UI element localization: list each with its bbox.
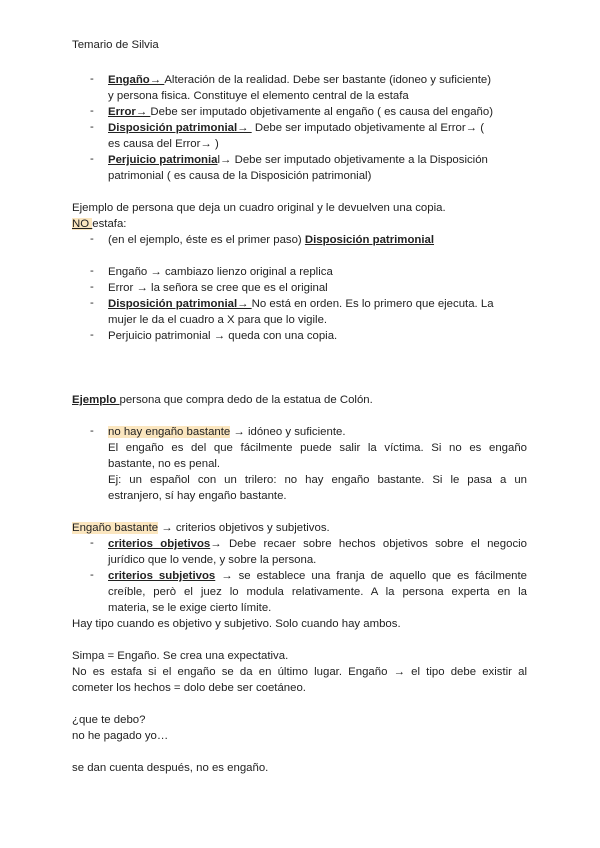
example1-item-cont: mujer le da el cuadro a X para que lo vigile. xyxy=(108,314,328,326)
example2-para: bastante, no es penal. xyxy=(108,458,221,470)
highlight-engano-bastante: Engaño bastante xyxy=(72,522,159,534)
bullet-dash: - xyxy=(90,233,94,245)
term-perjuicio: Perjuicio patrimonia xyxy=(108,154,218,166)
bastante-heading: Engaño bastante → criterios objetivos y subjetivos. xyxy=(72,522,330,534)
list-item-perjuicio-cont: patrimonial ( es causa de la Disposición patrimonial) xyxy=(108,170,372,182)
bullet-dash: - xyxy=(90,73,94,85)
term-engano: Engaño→ xyxy=(108,74,165,86)
answer-line: no he pagado yo… xyxy=(72,730,169,742)
example1-item: Engaño → cambiazo lienzo original a replica xyxy=(108,266,333,278)
closing-line: se dan cuenta después, no es engaño. xyxy=(72,762,269,774)
bullet-dash: - xyxy=(90,425,94,437)
example2-bullet: no hay engaño bastante → idóneo y suficiente. xyxy=(108,426,346,438)
list-item-engano-cont: y persona fisica. Constituye el elemento central de la estafa xyxy=(108,90,409,102)
bullet-dash: - xyxy=(90,329,94,341)
bullet-dash: - xyxy=(90,297,94,309)
criterios-subjetivos-cont: materia, se le exige cierto límite. xyxy=(108,602,272,614)
example2-para: Ej: un español con un trilero: no hay engaño bastante. Si le pasa a un xyxy=(108,474,527,486)
highlight-no-engano: no hay engaño bastante xyxy=(108,426,231,438)
criterios-subjetivos: criterios subjetivos → se establece una franja de aquello que es fácilmente xyxy=(108,570,528,582)
example2-para: El engaño es del que fácilmente puede salir la víctima. Si no es engaño xyxy=(108,442,527,454)
tipo-line: Hay tipo cuando es objetivo y subjetivo. Solo cuando hay ambos. xyxy=(72,618,401,630)
no-highlight: NO xyxy=(72,218,93,230)
criterios-subjetivos-cont: creíble, però el juez lo modula relativamente. A la persona experta en la xyxy=(108,586,527,598)
list-item-engano: Engaño→ Alteración de la realidad. Debe ser bastante (idoneo y suficiente) xyxy=(108,74,492,86)
bullet-dash: - xyxy=(90,121,94,133)
example2-heading: Ejemplo persona que compra dedo de la estatua de Colón. xyxy=(72,394,373,406)
example1-paren: (en el ejemplo, éste es el primer paso) Disposición patrimonial xyxy=(108,234,435,246)
term-criterios-subjetivos: criterios subjetivos xyxy=(108,570,216,582)
simpa-line: cometer los hechos = dolo debe ser coetáneo. xyxy=(72,682,306,694)
list-item-disposicion: Disposición patrimonial→ Debe ser imputado objetivamente al Error→ ( xyxy=(108,122,485,134)
simpa-line: Simpa = Engaño. Se crea una expectativa. xyxy=(72,650,289,662)
criterios-objetivos-cont: jurídico que lo vende, y sobre la persona. xyxy=(108,554,317,566)
bullet-dash: - xyxy=(90,105,94,117)
simpa-line: No es estafa si el engaño se da en último lugar. Engaño → el tipo debe existir al xyxy=(72,666,527,678)
example2-para: estranjero, sí hay engaño bastante. xyxy=(108,490,287,502)
example1-item: Perjuicio patrimonial → queda con una copia. xyxy=(108,330,338,342)
criterios-objetivos: criterios objetivos→ Debe recaer sobre hechos objetivos sobre el negocio xyxy=(108,538,527,550)
bullet-dash: - xyxy=(90,153,94,165)
example-label: Ejemplo xyxy=(72,394,120,406)
question-line: ¿que te debo? xyxy=(72,714,146,726)
example1-item: Error → la señora se cree que es el original xyxy=(108,282,328,294)
term-error: Error→ xyxy=(108,106,151,118)
bullet-dash: - xyxy=(90,281,94,293)
list-item-disposicion-cont: es causa del Error→ ) xyxy=(108,138,219,150)
bullet-dash: - xyxy=(90,265,94,277)
term-criterios-objetivos: criterios objetivos xyxy=(108,538,211,550)
term-disposicion: Disposición patrimonial→ xyxy=(108,122,252,134)
list-item-error: Error→ Debe ser imputado objetivamente al engaño ( es causa del engaño) xyxy=(108,106,493,118)
example1-intro: Ejemplo de persona que deja un cuadro original y le devuelven una copia. xyxy=(72,202,446,214)
page-header: Temario de Silvia xyxy=(72,39,159,51)
bullet-dash: - xyxy=(90,537,94,549)
bullet-dash: - xyxy=(90,569,94,581)
example1-item-disposicion: Disposición patrimonial→ No está en orden. Es lo primero que ejecuta. La xyxy=(108,298,494,310)
example1-no-estafa: NO estafa: xyxy=(72,218,127,230)
list-item-perjuicio: Perjuicio patrimonial→ Debe ser imputado objetivamente a la Disposición xyxy=(108,154,488,166)
